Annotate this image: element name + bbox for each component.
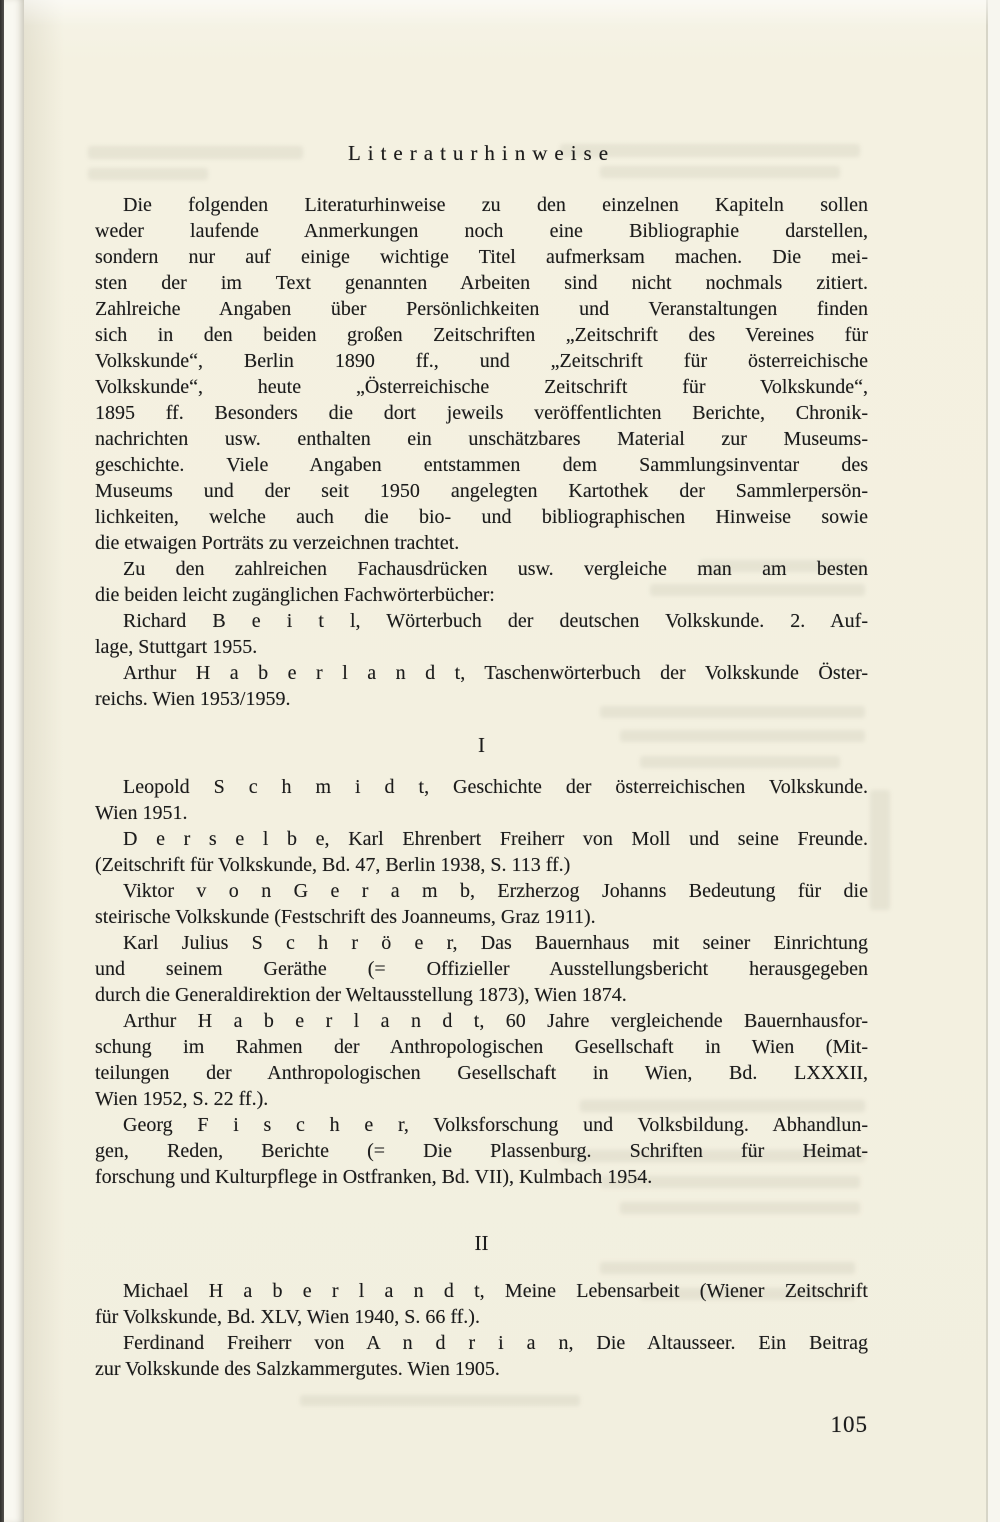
page-right-edge [986, 0, 1000, 1522]
paragraph [95, 930, 868, 1008]
text-line: Michael H a b e r l a n d t, Meine Lebensarbeit (Wiener Zeitschrift [123, 1280, 868, 1302]
text-line: für Volkskunde, Bd. XLV, Wien 1940, S. 66 ff.). [95, 1306, 480, 1328]
paragraph [95, 1112, 868, 1190]
page-title: Literaturhinweise [347, 141, 616, 165]
text-line: lage, Stuttgart 1955. [95, 636, 258, 658]
text-line: reichs. Wien 1953/1959. [95, 688, 291, 710]
text-line: geschichte. Viele Angaben entstammen dem Sammlungsinventar des [95, 454, 868, 476]
text-line: weder laufende Anmerkungen noch eine Bibliographie darstellen, [95, 220, 868, 242]
paragraph [95, 826, 868, 878]
page-number: 105 [830, 1412, 868, 1437]
paragraph [95, 1008, 868, 1112]
section-heading: II [474, 1231, 489, 1255]
text-line: die etwaigen Porträts zu verzeichnen trachtet. [95, 532, 460, 554]
text-line: Volkskunde“, heute „Österreichische Zeitschrift für Volkskunde“, [95, 376, 868, 398]
text-line: Zahlreiche Angaben über Persönlichkeiten und Veranstaltungen finden [95, 298, 868, 320]
page-left-margin-edge [4, 0, 24, 1522]
paragraph [95, 1278, 868, 1330]
text-line: schung im Rahmen der Anthropologischen Gesellschaft in Wien (Mit- [95, 1036, 868, 1058]
text-line: und seinem Geräthe (= Offizieller Ausstellungsbericht herausgegeben [95, 958, 868, 980]
text-line: teilungen der Anthropologischen Gesellschaft in Wien, Bd. LXXXII, [95, 1062, 868, 1084]
text-line: Wien 1952, S. 22 ff.). [95, 1088, 269, 1110]
section-heading: I [478, 733, 485, 757]
text-line: gen, Reden, Berichte (= Die Plassenburg. Schriften für Heimat- [95, 1140, 868, 1162]
text-line: nachrichten usw. enthalten ein unschätzbares Material zur Museums- [95, 428, 868, 450]
text-line: Arthur H a b e r l a n d t, Taschenwörterbuch der Volkskunde Öster- [123, 662, 868, 684]
text-line: Arthur H a b e r l a n d t, 60 Jahre vergleichende Bauernhausfor- [123, 1010, 868, 1032]
text-line: Leopold S c h m i d t, Geschichte der österreichischen Volkskunde. [123, 776, 868, 798]
paragraph [95, 192, 868, 556]
text-line: Zu den zahlreichen Fachausdrücken usw. vergleiche man am besten [123, 558, 868, 580]
text-line: Museums und der seit 1950 angelegten Kartothek der Sammlerpersön- [95, 480, 868, 502]
text-line: forschung und Kulturpflege in Ostfranken, Bd. VII), Kulmbach 1954. [95, 1166, 653, 1188]
page-gutter-shadow [24, 0, 64, 1522]
text-line: Karl Julius S c h r ö e r, Das Bauernhaus mit seiner Einrichtung [123, 932, 868, 954]
paragraph [95, 660, 868, 712]
text-line: lichkeiten, welche auch die bio- und bibliographischen Hinweise sowie [95, 506, 868, 528]
text-line: Georg F i s c h e r, Volksforschung und Volksbildung. Abhandlun- [123, 1114, 868, 1136]
paragraph [95, 1330, 868, 1382]
text-line: sten der im Text genannten Arbeiten sind nicht nochmals zitiert. [95, 272, 868, 294]
paragraph [95, 774, 868, 826]
text-line: (Zeitschrift für Volkskunde, Bd. 47, Berlin 1938, S. 113 ff.) [95, 854, 571, 876]
text-line: durch die Generaldirektion der Weltausstellung 1873), Wien 1874. [95, 984, 627, 1006]
paragraph [95, 878, 868, 930]
text-line: steirische Volkskunde (Festschrift des Joanneums, Graz 1911). [95, 906, 596, 928]
text-line: die beiden leicht zugänglichen Fachwörterbücher: [95, 584, 495, 606]
page-body [95, 192, 868, 1382]
paragraph [95, 556, 868, 608]
text-line: 1895 ff. Besonders die dort jeweils veröffentlichten Berichte, Chronik- [95, 402, 868, 424]
text-line: Richard B e i t l, Wörterbuch der deutschen Volkskunde. 2. Auf- [123, 610, 868, 632]
page-top-highlight [24, 0, 988, 26]
text-line: sondern nur auf einige wichtige Titel aufmerksam machen. Die mei- [95, 246, 868, 268]
text-line: Die folgenden Literaturhinweise zu den einzelnen Kapiteln sollen [123, 194, 868, 216]
text-line: sich in den beiden großen Zeitschriften „Zeitschrift des Vereines für [95, 324, 868, 346]
text-line: Ferdinand Freiherr von A n d r i a n, Die Altausseer. Ein Beitrag [123, 1332, 868, 1354]
text-line: Wien 1951. [95, 802, 188, 824]
text-line: Viktor v o n G e r a m b, Erzherzog Johanns Bedeutung für die [123, 880, 868, 902]
text-line: D e r s e l b e, Karl Ehrenbert Freiherr von Moll und seine Freunde. [123, 828, 868, 850]
text-line: Volkskunde“, Berlin 1890 ff., und „Zeitschrift für österreichische [95, 350, 868, 372]
text-line: zur Volkskunde des Salzkammergutes. Wien 1905. [95, 1358, 500, 1380]
paragraph [95, 608, 868, 660]
